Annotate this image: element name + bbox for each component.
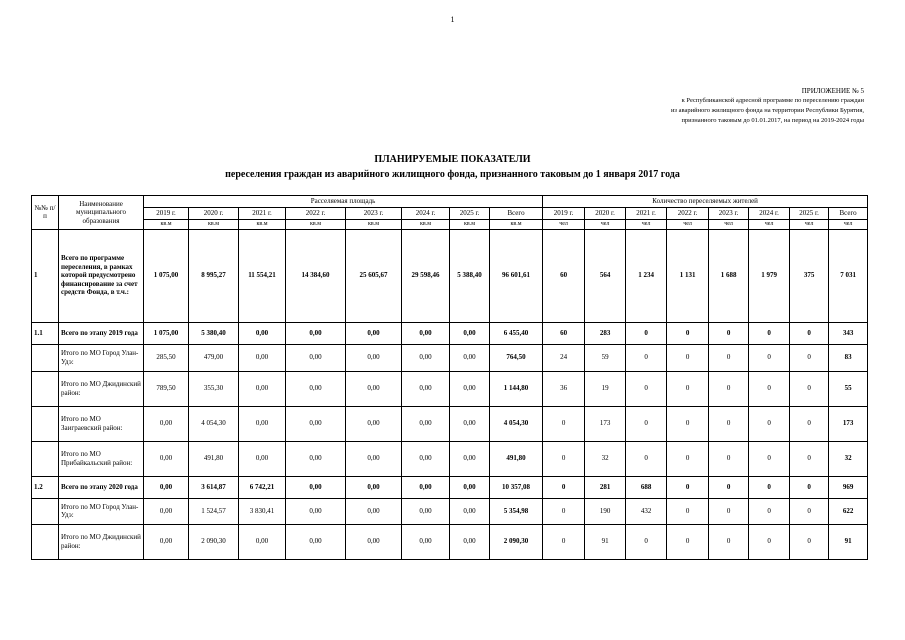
people-value-cell: 1 979 [749,229,790,322]
area-value-cell: 3 614,87 [189,476,239,498]
people-value-cell: 0 [749,441,790,476]
area-value-cell: 5 388,40 [450,229,490,322]
area-value-cell: 0,00 [144,406,189,441]
area-value-cell: 29 598,46 [402,229,450,322]
table-row [32,344,868,371]
area-value-cell: 0,00 [402,524,450,559]
people-value-cell: 173 [585,406,626,441]
area-value-cell: 764,50 [490,344,543,371]
area-value-cell: 4 054,30 [189,406,239,441]
table-row [32,441,868,476]
area-value-cell: 5 354,98 [490,498,543,524]
header-unit-area: кв.м [490,220,543,230]
header-area-group: Расселяемая площадь [144,196,543,208]
people-value-cell: 283 [585,322,626,344]
people-value-cell: 0 [709,371,749,406]
people-value-cell: 0 [749,344,790,371]
people-value-cell: 0 [790,524,829,559]
table-row [32,476,868,498]
header-year-area: 2022 г. [286,208,346,220]
area-value-cell: 4 054,30 [490,406,543,441]
area-value-cell: 0,00 [239,371,286,406]
people-value-cell: 0 [709,344,749,371]
people-value-cell: 564 [585,229,626,322]
document-title [0,152,905,182]
people-value-cell: 0 [667,322,709,344]
people-value-cell: 0 [667,371,709,406]
area-value-cell: 0,00 [144,476,189,498]
people-value-cell: 0 [626,524,667,559]
area-value-cell: 0,00 [450,344,490,371]
area-value-cell: 10 357,08 [490,476,543,498]
people-value-cell: 0 [790,344,829,371]
area-value-cell: 0,00 [402,441,450,476]
header-year-people: Всего [829,208,868,220]
header-unit-area: кв.м [239,220,286,230]
header-unit-area: кв.м [286,220,346,230]
document-title-main: ПЛАНИРУЕМЫЕ ПОКАЗАТЕЛИ [374,154,531,165]
area-value-cell: 0,00 [286,498,346,524]
area-value-cell: 0,00 [239,322,286,344]
area-value-cell: 0,00 [144,498,189,524]
area-value-cell: 0,00 [402,322,450,344]
indicators-table [31,195,868,560]
document-title-sub: переселения граждан из аварийного жилищного фонда, признанного таковым до 1 января 2017 года [225,169,680,180]
area-value-cell: 355,30 [189,371,239,406]
area-value-cell: 0,00 [450,441,490,476]
people-value-cell: 432 [626,498,667,524]
header-unit-people: чел [749,220,790,230]
area-value-cell: 789,50 [144,371,189,406]
people-value-cell: 0 [749,322,790,344]
people-value-cell: 0 [543,406,585,441]
area-value-cell: 6 455,40 [490,322,543,344]
table-row [32,322,868,344]
area-value-cell: 0,00 [144,441,189,476]
header-year-area: 2025 г. [450,208,490,220]
table-body [32,229,868,559]
header-unit-people: чел [667,220,709,230]
row-number: 1.2 [32,476,59,498]
area-value-cell: 11 554,21 [239,229,286,322]
area-value-cell: 479,00 [189,344,239,371]
area-value-cell: 0,00 [346,498,402,524]
people-value-cell: 0 [709,441,749,476]
people-value-cell: 0 [749,524,790,559]
header-year-people: 2025 г. [790,208,829,220]
people-value-cell: 969 [829,476,868,498]
people-value-cell: 0 [709,498,749,524]
people-value-cell: 0 [626,371,667,406]
people-value-cell: 0 [667,498,709,524]
people-value-cell: 1 688 [709,229,749,322]
people-value-cell: 91 [829,524,868,559]
area-value-cell: 5 380,40 [189,322,239,344]
header-year-area: 2021 г. [239,208,286,220]
people-value-cell: 36 [543,371,585,406]
people-value-cell: 0 [543,441,585,476]
people-value-cell: 0 [749,498,790,524]
area-value-cell: 0,00 [450,322,490,344]
area-value-cell: 1 524,57 [189,498,239,524]
table-row [32,406,868,441]
people-value-cell: 1 131 [667,229,709,322]
people-value-cell: 0 [667,476,709,498]
header-years-row [32,208,868,220]
area-value-cell: 0,00 [239,344,286,371]
people-value-cell: 19 [585,371,626,406]
header-unit-area: кв.м [402,220,450,230]
area-value-cell: 0,00 [402,371,450,406]
people-value-cell: 0 [626,344,667,371]
page-number: 1 [450,15,455,24]
area-value-cell: 491,80 [490,441,543,476]
header-unit-area: кв.м [346,220,402,230]
area-value-cell: 8 995,27 [189,229,239,322]
people-value-cell: 0 [709,524,749,559]
area-value-cell: 0,00 [346,322,402,344]
people-value-cell: 0 [543,476,585,498]
people-value-cell: 190 [585,498,626,524]
people-value-cell: 0 [790,322,829,344]
people-value-cell: 0 [790,371,829,406]
area-value-cell: 0,00 [450,524,490,559]
area-value-cell: 14 384,60 [286,229,346,322]
people-value-cell: 0 [626,322,667,344]
row-name: Итого по МО Заиграевский район: [59,406,144,441]
area-value-cell: 0,00 [450,476,490,498]
people-value-cell: 1 234 [626,229,667,322]
people-value-cell: 0 [626,406,667,441]
area-value-cell: 0,00 [346,524,402,559]
table-row [32,524,868,559]
header-year-area: 2023 г. [346,208,402,220]
header-unit-people: чел [543,220,585,230]
appendix-header [671,86,864,126]
people-value-cell: 0 [543,524,585,559]
people-value-cell: 24 [543,344,585,371]
area-value-cell: 0,00 [286,524,346,559]
people-value-cell: 688 [626,476,667,498]
header-unit-people: чел [709,220,749,230]
area-value-cell: 285,50 [144,344,189,371]
header-year-area: Всего [490,208,543,220]
people-value-cell: 281 [585,476,626,498]
area-value-cell: 0,00 [346,344,402,371]
row-name: Итого по МО Джидинский район: [59,371,144,406]
header-year-area: 2019 г. [144,208,189,220]
header-year-people: 2023 г. [709,208,749,220]
appendix-line: к Республиканской адресной программе по переселению граждан [681,97,864,104]
row-name: Итого по МО Прибайкальский район: [59,441,144,476]
table-row [32,371,868,406]
row-number [32,371,59,406]
table-row [32,498,868,524]
people-value-cell: 0 [626,441,667,476]
row-name: Всего по этапу 2020 года [59,476,144,498]
row-number [32,344,59,371]
row-number [32,406,59,441]
area-value-cell: 25 605,67 [346,229,402,322]
header-year-area: 2020 г. [189,208,239,220]
table-header [32,196,868,230]
people-value-cell: 91 [585,524,626,559]
area-value-cell: 2 090,30 [490,524,543,559]
area-value-cell: 0,00 [402,498,450,524]
row-name: Итого по МО Город Улан-Удэ: [59,344,144,371]
people-value-cell: 0 [709,406,749,441]
people-value-cell: 375 [790,229,829,322]
area-value-cell: 1 075,00 [144,322,189,344]
people-value-cell: 83 [829,344,868,371]
row-number: 1 [32,229,59,322]
area-value-cell: 2 090,30 [189,524,239,559]
people-value-cell: 0 [709,476,749,498]
header-year-people: 2020 г. [585,208,626,220]
header-unit-people: чел [829,220,868,230]
people-value-cell: 0 [790,498,829,524]
people-value-cell: 32 [585,441,626,476]
row-name: Итого по МО Город Улан-Удэ: [59,498,144,524]
people-value-cell: 0 [709,322,749,344]
area-value-cell: 0,00 [402,476,450,498]
people-value-cell: 0 [667,344,709,371]
header-year-area: 2024 г. [402,208,450,220]
area-value-cell: 0,00 [239,524,286,559]
area-value-cell: 491,80 [189,441,239,476]
people-value-cell: 7 031 [829,229,868,322]
people-value-cell: 0 [749,371,790,406]
area-value-cell: 0,00 [286,371,346,406]
area-value-cell: 0,00 [450,406,490,441]
row-number [32,441,59,476]
table-row [32,229,868,322]
header-year-people: 2019 г. [543,208,585,220]
header-unit-people: чел [790,220,829,230]
area-value-cell: 0,00 [450,498,490,524]
header-year-people: 2024 г. [749,208,790,220]
header-unit-people: чел [626,220,667,230]
row-name: Итого по МО Джидинский район: [59,524,144,559]
area-value-cell: 0,00 [239,441,286,476]
header-year-people: 2022 г. [667,208,709,220]
area-value-cell: 96 601,61 [490,229,543,322]
header-unit-people: чел [585,220,626,230]
area-value-cell: 1 144,80 [490,371,543,406]
area-value-cell: 0,00 [402,344,450,371]
area-value-cell: 0,00 [402,406,450,441]
area-value-cell: 3 830,41 [239,498,286,524]
header-unit-area: кв.м [144,220,189,230]
appendix-line: из аварийного жилищного фонда на территории Республики Бурятия, [670,107,864,114]
area-value-cell: 0,00 [346,441,402,476]
appendix-title: ПРИЛОЖЕНИЕ № 5 [801,87,864,95]
header-number: №№ п/п [32,196,59,230]
row-name: Всего по программе переселения, в рамках которой предусмотрено финансирование за счет средств Фонда, в т.ч.: [59,229,144,322]
area-value-cell: 0,00 [346,406,402,441]
appendix-line: признанного таковым до 01.01.2017, на период на 2019-2024 годы [681,117,864,124]
header-units-row [32,220,868,230]
people-value-cell: 0 [790,441,829,476]
header-unit-area: кв.м [450,220,490,230]
row-number [32,498,59,524]
people-value-cell: 0 [667,524,709,559]
people-value-cell: 173 [829,406,868,441]
people-value-cell: 60 [543,229,585,322]
people-value-cell: 0 [667,406,709,441]
people-value-cell: 32 [829,441,868,476]
people-value-cell: 0 [749,406,790,441]
people-value-cell: 0 [790,476,829,498]
people-value-cell: 0 [790,406,829,441]
area-value-cell: 6 742,21 [239,476,286,498]
header-name: Наименование муниципального образования [59,196,144,230]
people-value-cell: 0 [667,441,709,476]
people-value-cell: 60 [543,322,585,344]
people-value-cell: 59 [585,344,626,371]
area-value-cell: 0,00 [286,476,346,498]
people-value-cell: 0 [543,498,585,524]
row-number: 1.1 [32,322,59,344]
area-value-cell: 0,00 [346,476,402,498]
people-value-cell: 343 [829,322,868,344]
area-value-cell: 0,00 [286,344,346,371]
row-number [32,524,59,559]
row-name: Всего по этапу 2019 года [59,322,144,344]
area-value-cell: 1 075,00 [144,229,189,322]
area-value-cell: 0,00 [286,322,346,344]
header-year-people: 2021 г. [626,208,667,220]
area-value-cell: 0,00 [286,441,346,476]
area-value-cell: 0,00 [346,371,402,406]
people-value-cell: 55 [829,371,868,406]
people-value-cell: 0 [749,476,790,498]
area-value-cell: 0,00 [144,524,189,559]
header-unit-area: кв.м [189,220,239,230]
area-value-cell: 0,00 [239,406,286,441]
area-value-cell: 0,00 [450,371,490,406]
header-people-group: Количество переселяемых жителей [543,196,868,208]
people-value-cell: 622 [829,498,868,524]
area-value-cell: 0,00 [286,406,346,441]
